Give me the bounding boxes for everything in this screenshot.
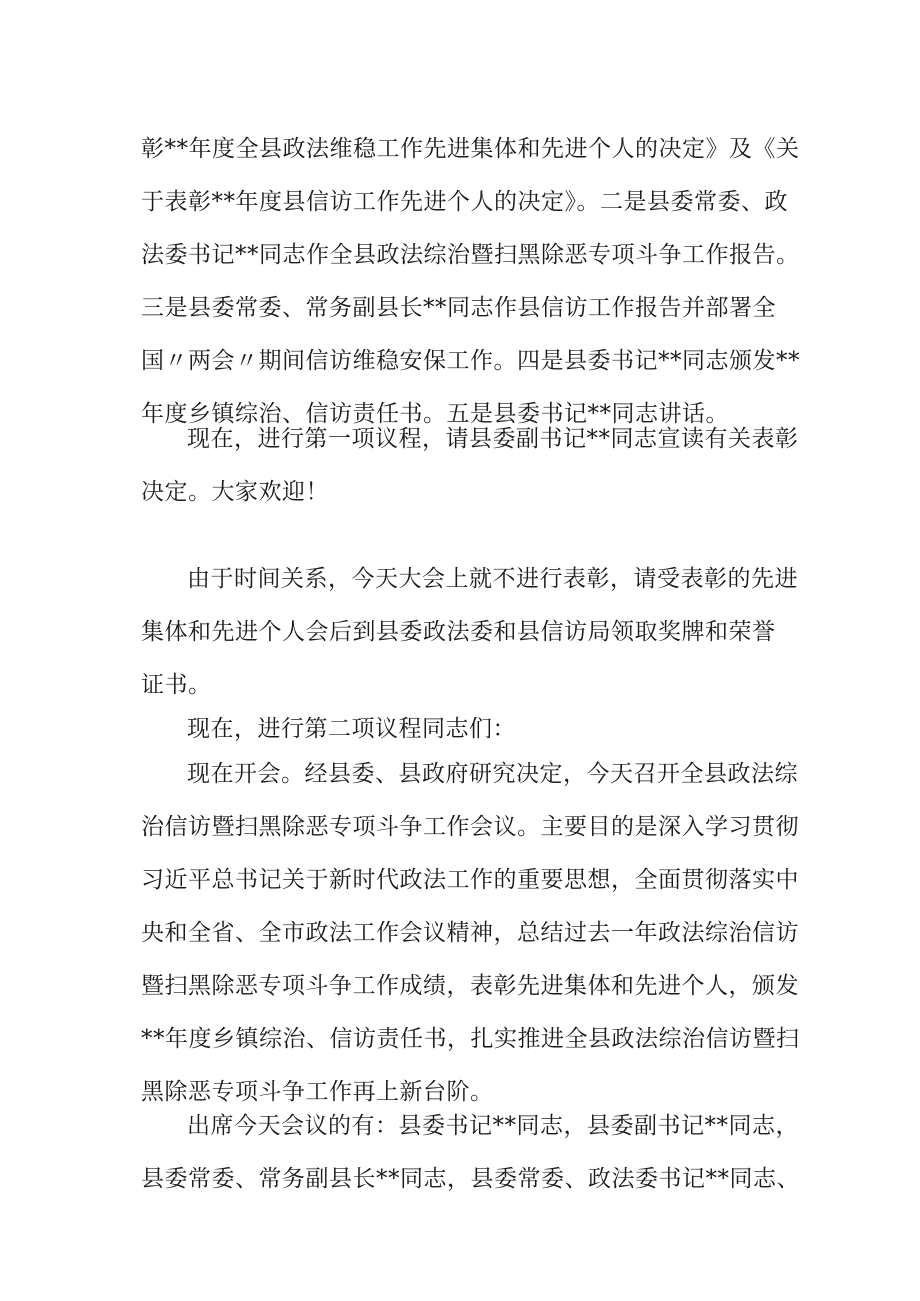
paragraph-first-agenda — [141, 413, 801, 519]
text-line: 出席今天会议的有：县委书记**同志，县委副书记**同志， — [187, 1113, 799, 1139]
paragraph-continued-agenda — [141, 123, 801, 441]
text-line: 央和全省、全市政法工作会议精神，总结过去一年政法综治信访 — [141, 920, 799, 946]
text-line: 现在，进行第一项议程，请县委副书记**同志宣读有关表彰 — [187, 426, 799, 452]
text-line: 习近平总书记关于新时代政法工作的重要思想，全面贯彻落实中 — [141, 867, 799, 893]
text-line: 县委常委、常务副县长**同志，县委常委、政法委书记**同志、 — [141, 1166, 800, 1192]
text-line: 由于时间关系，今天大会上就不进行表彰，请受表彰的先进 — [187, 566, 798, 592]
text-line: 国〃两会〃期间信访维稳安保工作。四是县委书记**同志颁发** — [141, 348, 800, 374]
text-line: 彰**年度全县政法维稳工作先进集体和先进个人的决定》及《关 — [141, 136, 800, 162]
text-line: 年度乡镇综治、信访责任书。五是县委书记**同志讲话。 — [141, 401, 729, 427]
text-line: 现在，进行第二项议程同志们： — [187, 716, 516, 742]
text-line: **年度乡镇综治、信访责任书，扎实推进全县政法综治信访暨扫 — [141, 1026, 800, 1052]
text-line: 三是县委常委、常务副县长**同志作县信访工作报告并部署全 — [141, 295, 776, 321]
text-line: 治信访暨扫黑除恶专项斗争工作会议。主要目的是深入学习贯彻 — [141, 814, 799, 840]
paragraph-attendees — [141, 1100, 801, 1206]
text-line: 证书。 — [141, 672, 212, 698]
text-line: 黑除恶专项斗争工作再上新台阶。 — [141, 1079, 494, 1105]
text-line: 于表彰**年度县信访工作先进个人的决定》。二是县委常委、政 — [141, 189, 788, 215]
text-line: 集体和先进个人会后到县委政法委和县信访局领取奖牌和荣誉 — [141, 619, 776, 645]
text-line: 法委书记**同志作全县政法综治暨扫黑除恶专项斗争工作报告。 — [141, 242, 800, 268]
text-line: 暨扫黑除恶专项斗争工作成绩，表彰先进集体和先进个人，颁发 — [141, 973, 799, 999]
paragraph-time-notice — [141, 553, 801, 712]
paragraph-meeting-opening — [141, 748, 801, 1119]
text-line: 现在开会。经县委、县政府研究决定，今天召开全县政法综 — [187, 761, 798, 787]
text-line: 决定。大家欢迎！ — [141, 479, 329, 505]
